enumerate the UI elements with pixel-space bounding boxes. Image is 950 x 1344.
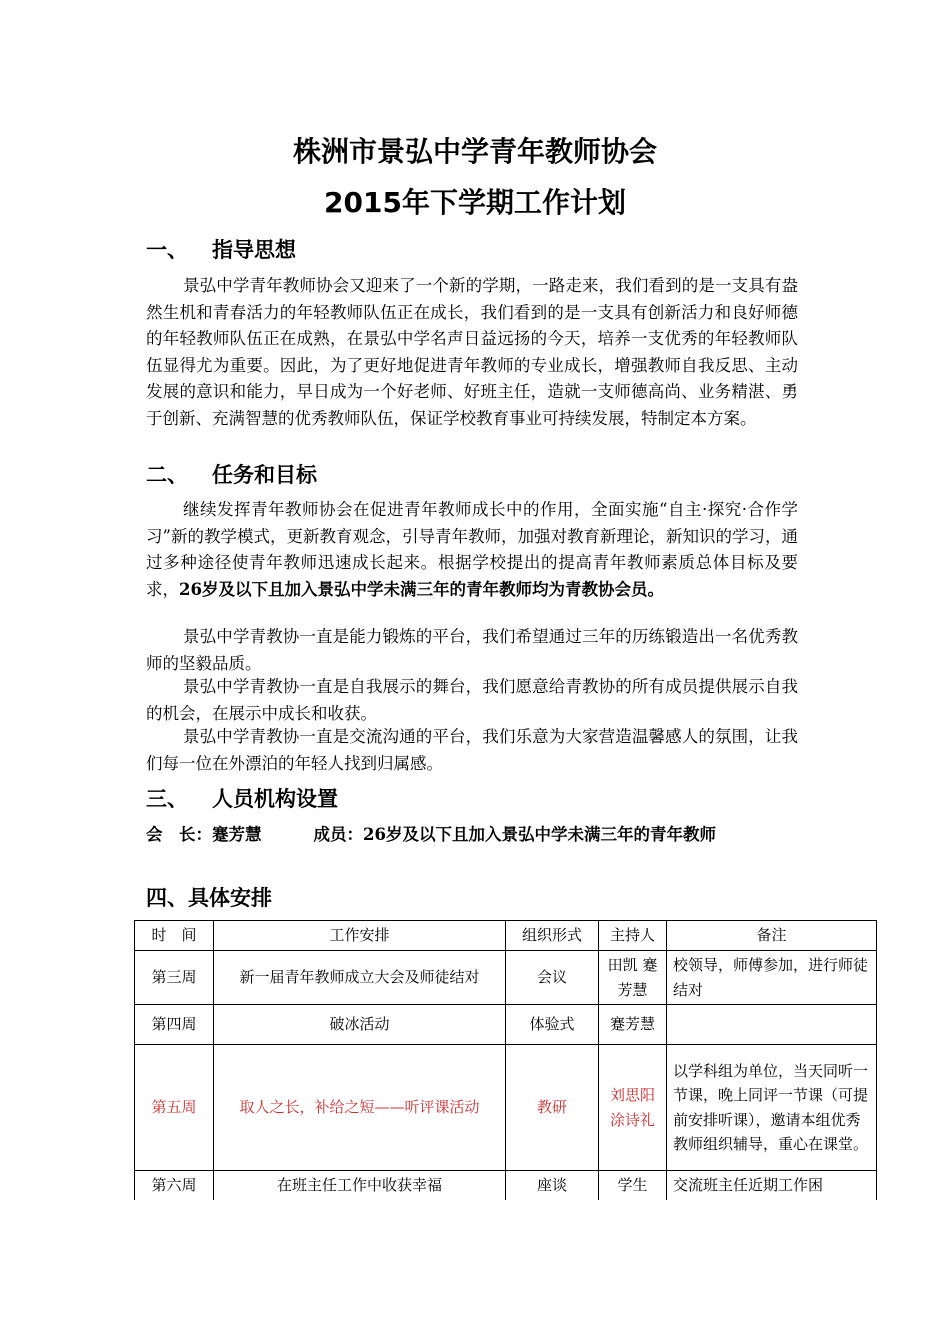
section-number: 一、 xyxy=(146,238,188,262)
cell-task: 新一届青年教师成立大会及师徒结对 xyxy=(214,951,506,1005)
paragraph-guiding-thought: 景弘中学青年教师协会又迎来了一个新的学期，一路走来，我们看到的是一支具有盎然生机和青春活力的年轻教师队伍正在成长，我们看到的是一支具有创新活力和良好师德的年轻教师队伍正在成熟，在景弘中学名声日益远扬的今天，培养一支优秀的年轻教师队伍显得尤为重要。因此，为了更好地促进青年教师的专业成长，增强教师自我反思、主动发展的意识和能力，早日成为一个好老师、好班主任，造就一支师德高尚、业务精湛、勇于创新、充满智慧的优秀教师队伍，保证学校教育事业可持续发展，特制定本方案。 xyxy=(146,276,798,428)
cell-note: 交流班主任近期工作困 xyxy=(667,1171,877,1201)
cell-time: 第六周 xyxy=(135,1171,214,1201)
table-row-highlighted xyxy=(135,1045,877,1171)
cell-form: 体验式 xyxy=(506,1005,599,1045)
cell-time: 第四周 xyxy=(135,1005,214,1045)
section-title: 任务和目标 xyxy=(212,463,317,487)
column-header-task: 工作安排 xyxy=(214,921,506,951)
table-row xyxy=(135,1171,877,1201)
cell-note: 校领导，师傅参加，进行师徒结对 xyxy=(667,951,877,1005)
cell-note: 以学科组为单位，当天同听一节课，晚上同评一节课（可提前安排听课），邀请本组优秀教师组织辅导，重心在课堂。 xyxy=(667,1045,877,1171)
section-number: 二、 xyxy=(146,463,188,487)
section-title: 人员机构设置 xyxy=(212,787,338,811)
cell-form: 座谈 xyxy=(506,1171,599,1201)
table-header-row xyxy=(135,921,877,951)
cell-host: 田凯 蹇芳慧 xyxy=(599,951,667,1005)
table-row xyxy=(135,1005,877,1045)
cell-task: 取人之长，补给之短——听评课活动 xyxy=(214,1045,506,1171)
table-row xyxy=(135,951,877,1005)
president-label: 会 长：蹇芳慧 xyxy=(146,825,262,844)
column-header-note: 备注 xyxy=(667,921,877,951)
page-bottom-margin xyxy=(0,1200,950,1344)
column-header-host: 主持人 xyxy=(599,921,667,951)
cell-form: 会议 xyxy=(506,951,599,1005)
paragraph-platform-showcase: 景弘中学青教协一直是自我展示的舞台，我们愿意给青教协的所有成员提供展示自我的机会，在展示中成长和收获。 xyxy=(146,677,798,723)
cell-host: 刘思阳 涂诗礼 xyxy=(599,1045,667,1171)
paragraph-platform-ability: 景弘中学青教协一直是能力锻炼的平台，我们希望通过三年的历练锻造出一名优秀教师的坚毅品质。 xyxy=(146,627,798,673)
section-heading-organization xyxy=(146,785,338,813)
cell-host: 学生 xyxy=(599,1171,667,1201)
section-heading-schedule: 四、具体安排 xyxy=(146,886,272,910)
document-title: 株洲市景弘中学青年教师协会 xyxy=(292,135,657,168)
members-label: 成员：26岁及以下且加入景弘中学未满三年的青年教师 xyxy=(313,825,716,844)
cell-time: 第三周 xyxy=(135,951,214,1005)
section-heading-guiding-thought xyxy=(146,236,296,264)
section-heading-tasks-goals xyxy=(146,461,317,489)
cell-task: 破冰活动 xyxy=(214,1005,506,1045)
cell-time: 第五周 xyxy=(135,1045,214,1171)
paragraph-platform-communication: 景弘中学青教协一直是交流沟通的平台，我们乐意为大家营造温馨感人的氛围，让我们每一位在外漂泊的年轻人找到归属感。 xyxy=(146,727,798,773)
column-header-time: 时 间 xyxy=(135,921,214,951)
organization-staff xyxy=(146,822,806,848)
cell-task: 在班主任工作中收获幸福 xyxy=(214,1171,506,1201)
schedule-table xyxy=(134,920,877,1201)
section-number: 三、 xyxy=(146,787,188,811)
document-subtitle: 2015年下学期工作计划 xyxy=(324,186,626,219)
paragraph-tasks-text: 继续发挥青年教师协会在促进青年教师成长中的作用，全面实施“自主·探究·合作学习”新的教学模式，更新教育观念，引导青年教师，加强对教育新理论，新知识的学习，通过多种途径使青年教师迅速成长起来。根据学校提出的提高青年教师素质总体目标及要求， xyxy=(146,500,798,599)
section-title: 指导思想 xyxy=(212,238,296,262)
cell-form: 教研 xyxy=(506,1045,599,1171)
cell-note xyxy=(667,1005,877,1045)
paragraph-tasks-goals xyxy=(146,497,798,603)
cell-host: 蹇芳慧 xyxy=(599,1005,667,1045)
column-header-form: 组织形式 xyxy=(506,921,599,951)
membership-rule: 26岁及以下且加入景弘中学未满三年的青年教师均为青教协会员。 xyxy=(179,579,664,599)
